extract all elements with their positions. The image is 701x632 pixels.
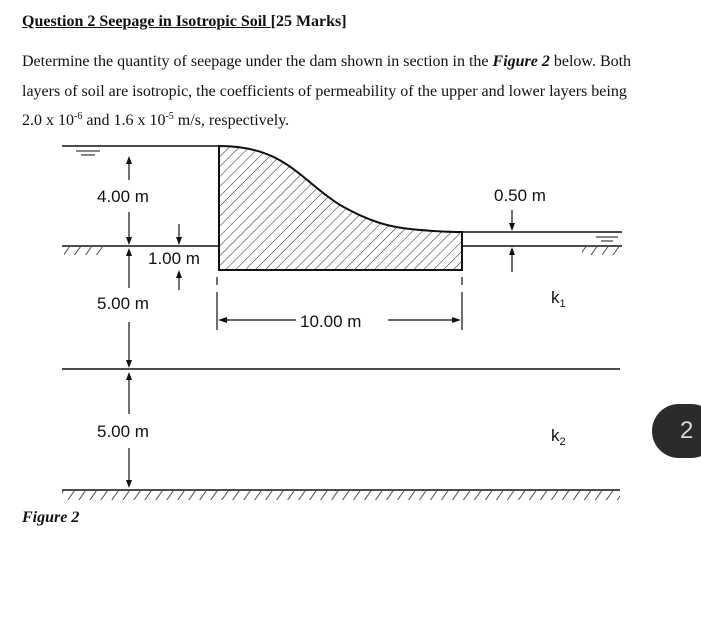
- upstream-water-surface: [62, 146, 219, 155]
- problem-text-3: layers of soil are isotropic, the coefficients of permeability of the upper and lower layers being: [22, 82, 627, 100]
- figure-caption: Figure 2: [22, 509, 80, 526]
- problem-text-1: Determine the quantity of seepage under the dam shown in section in the: [22, 53, 493, 70]
- k-lower-exponent: -5: [165, 111, 174, 122]
- dam-width-label: 10.00 m: [300, 312, 362, 331]
- impermeable-base: [62, 490, 620, 500]
- upper-layer-label: 5.00 m: [97, 294, 149, 313]
- upstream-head-label: 4.00 m: [97, 187, 149, 206]
- question-marks: [25 Marks]: [270, 13, 347, 30]
- k-lower-label: $k_2$: [551, 426, 566, 448]
- k-upper-value: 2.0 x 10: [22, 112, 74, 129]
- downstream-head-label: 0.50 m: [494, 186, 546, 205]
- k-unit-text: m/s, respectively.: [173, 112, 290, 129]
- lower-layer-label: 5.00 m: [97, 422, 149, 441]
- page-number: 2: [680, 417, 694, 444]
- problem-text-2: below. Both: [549, 53, 632, 70]
- k-lower-value: and 1.6 x 10: [82, 112, 166, 129]
- k-upper-label: $k_1$: [551, 288, 566, 310]
- question-title: Question 2 Seepage in Isotropic Soil: [22, 13, 271, 30]
- page-number-badge[interactable]: [652, 404, 701, 458]
- figure-reference: Figure 2: [492, 53, 550, 70]
- downstream-water-surface: [462, 232, 622, 241]
- downstream-head-dimension: [509, 210, 515, 272]
- dam-body: [219, 146, 462, 270]
- k-upper-exponent: -6: [74, 111, 83, 122]
- embedment-label: 1.00 m: [148, 249, 200, 268]
